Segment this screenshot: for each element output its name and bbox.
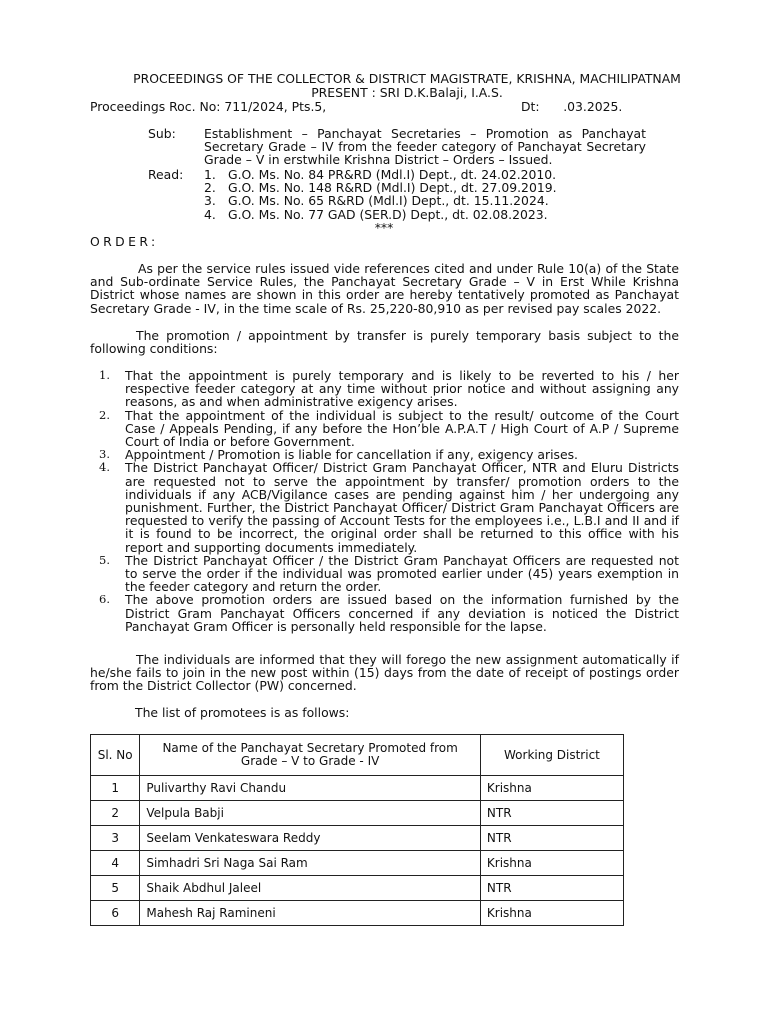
cell-district: NTR — [480, 826, 623, 851]
table-row — [91, 801, 624, 826]
condition-number: 3. — [99, 447, 110, 462]
condition-text: The District Panchayat Officer / the District Gram Panchayat Officers are requested not to serve the order if the individual was promoted earlier under (45) years exemption in the feeder category and return the order. — [125, 552, 679, 595]
order-paragraph-2: The promotion / appointment by transfer is purely temporary basis subject to the following conditions: — [90, 328, 679, 357]
reference-item — [204, 208, 646, 221]
order-paragraph-4: The list of promotees is as follows: — [135, 705, 350, 720]
condition-text: That the appointment of the individual is subject to the result/ outcome of the Court Case / Appeals Pending, if any before the Hon’ble A.P.A.T / High Court of A.P / Supreme Court of India or before Government. — [125, 407, 679, 450]
condition-text: Appointment / Promotion is liable for cancellation if any, exigency arises. — [125, 447, 578, 463]
condition-item — [90, 554, 679, 594]
header-title: PROCEEDINGS OF THE COLLECTOR & DISTRICT MAGISTRATE, KRISHNA, MACHILIPATNAM — [133, 71, 681, 86]
condition-number: 1. — [99, 368, 110, 382]
cell-name: Pulivarthy Ravi Chandu — [140, 776, 481, 801]
condition-number: 6. — [99, 592, 110, 607]
conditions-list — [90, 369, 679, 633]
reference-text: G.O. Ms. No. 148 R&RD (Mdl.I) Dept., dt. 27.09.2019. — [228, 180, 557, 196]
subject-label: Sub: — [148, 126, 176, 141]
condition-number: 4. — [99, 460, 110, 475]
cell-sl-no: 4 — [91, 851, 140, 876]
cell-district: Krishna — [480, 776, 623, 801]
cell-district: NTR — [480, 876, 623, 901]
cell-district: Krishna — [480, 851, 623, 876]
cell-sl-no: 1 — [91, 776, 140, 801]
read-label: Read: — [148, 167, 184, 182]
cell-sl-no: 6 — [91, 901, 140, 926]
reference-text: G.O. Ms. No. 65 R&RD (Mdl.I) Dept., dt. 15.11.2024. — [228, 193, 549, 209]
table-row — [91, 826, 624, 851]
condition-item — [90, 369, 679, 409]
reference-number: 4. — [204, 206, 216, 222]
reference-text: G.O. Ms. No. 77 GAD (SER.D) Dept., dt. 02.08.2023. — [228, 206, 548, 222]
cell-district: Krishna — [480, 901, 623, 926]
cell-name: Velpula Babji — [140, 801, 481, 826]
condition-item — [90, 461, 679, 553]
condition-item — [90, 593, 679, 633]
separator-stars: *** — [374, 220, 394, 235]
condition-item — [90, 409, 679, 449]
proceedings-date: Dt: .03.2025. — [521, 99, 623, 114]
cell-name: Mahesh Raj Ramineni — [140, 901, 481, 926]
reference-number: 1. — [204, 167, 216, 182]
cell-sl-no: 2 — [91, 801, 140, 826]
promotees-table — [90, 734, 624, 926]
condition-text: The above promotion orders are issued based on the information furnished by the District Gram Panchayat Officers concerned if any deviation is noticed the District Panchayat Gram Officer is personally held responsible for the lapse. — [125, 592, 679, 634]
table-row — [91, 776, 624, 801]
reference-number: 2. — [204, 180, 216, 196]
cell-sl-no: 3 — [91, 826, 140, 851]
cell-name: Simhadri Sri Naga Sai Ram — [140, 851, 481, 876]
header-sl-no: Sl. No — [91, 735, 140, 776]
cell-name: Seelam Venkateswara Reddy — [140, 826, 481, 851]
table-header-row — [91, 735, 624, 776]
header-name: Name of the Panchayat Secretary Promoted from Grade – V to Grade - IV — [140, 735, 481, 776]
references-list — [204, 168, 646, 221]
cell-district: NTR — [480, 801, 623, 826]
reference-number: 3. — [204, 193, 216, 209]
header-district: Working District — [480, 735, 623, 776]
header-present: PRESENT : SRI D.K.Balaji, I.A.S. — [311, 85, 503, 100]
cell-name: Shaik Abdhul Jaleel — [140, 876, 481, 901]
order-paragraph-3: The individuals are informed that they will forego the new assignment automatically if he/she fails to join in the new post within (15) days from the date of receipt of postings order from the District Collector (PW) concerned. — [90, 652, 679, 694]
subject-text: Establishment – Panchayat Secretaries – Promotion as Panchayat Secretary Grade – IV from the feeder category of Panchayat Secretary Grade – V in erstwhile Krishna District – Orders – Issued. — [204, 126, 646, 168]
table-row — [91, 851, 624, 876]
table-row — [91, 901, 624, 926]
condition-number: 5. — [99, 552, 110, 567]
table-row — [91, 876, 624, 901]
order-heading: ORDER: — [90, 234, 159, 249]
order-paragraph-1: As per the service rules issued vide references cited and under Rule 10(a) of the State and Sub-ordinate Service Rules, the Panchayat Secretary Grade – V in Erst While Krishna District whose names are shown in this order are hereby tentatively promoted as Panchayat Secretary Grade - IV, in the time scale of Rs. 25,220-80,910 as per revised pay scales 2022. — [90, 261, 679, 316]
reference-text: G.O. Ms. No. 84 PR&RD (Mdl.I) Dept., dt. 24.02.2010. — [228, 167, 557, 182]
condition-text: The District Panchayat Officer/ District Gram Panchayat Officer, NTR and Eluru Districts are requested not to serve the appointment by transfer/ promotion orders to the individuals if any ACB/Vigilance cases are pending against him / her undergoing any punishment. Further, the District Panchayat Officer/ District Gram Panchayat Officers are requested to verify the passing of Account Tests for the employees i.e., L.B.I and II and if it is found to be incorrect, the original order shall be returned to this office with his report and supporting documents immediately. — [125, 460, 679, 555]
condition-text: That the appointment is purely temporary and is likely to be reverted to his / her respective feeder category at any time without prior notice and without assigning any reasons, as and when administrative exigency arises. — [125, 368, 679, 410]
condition-number: 2. — [99, 407, 110, 422]
proceedings-number: Proceedings Roc. No: 711/2024, Pts.5, — [90, 99, 327, 114]
cell-sl-no: 5 — [91, 876, 140, 901]
